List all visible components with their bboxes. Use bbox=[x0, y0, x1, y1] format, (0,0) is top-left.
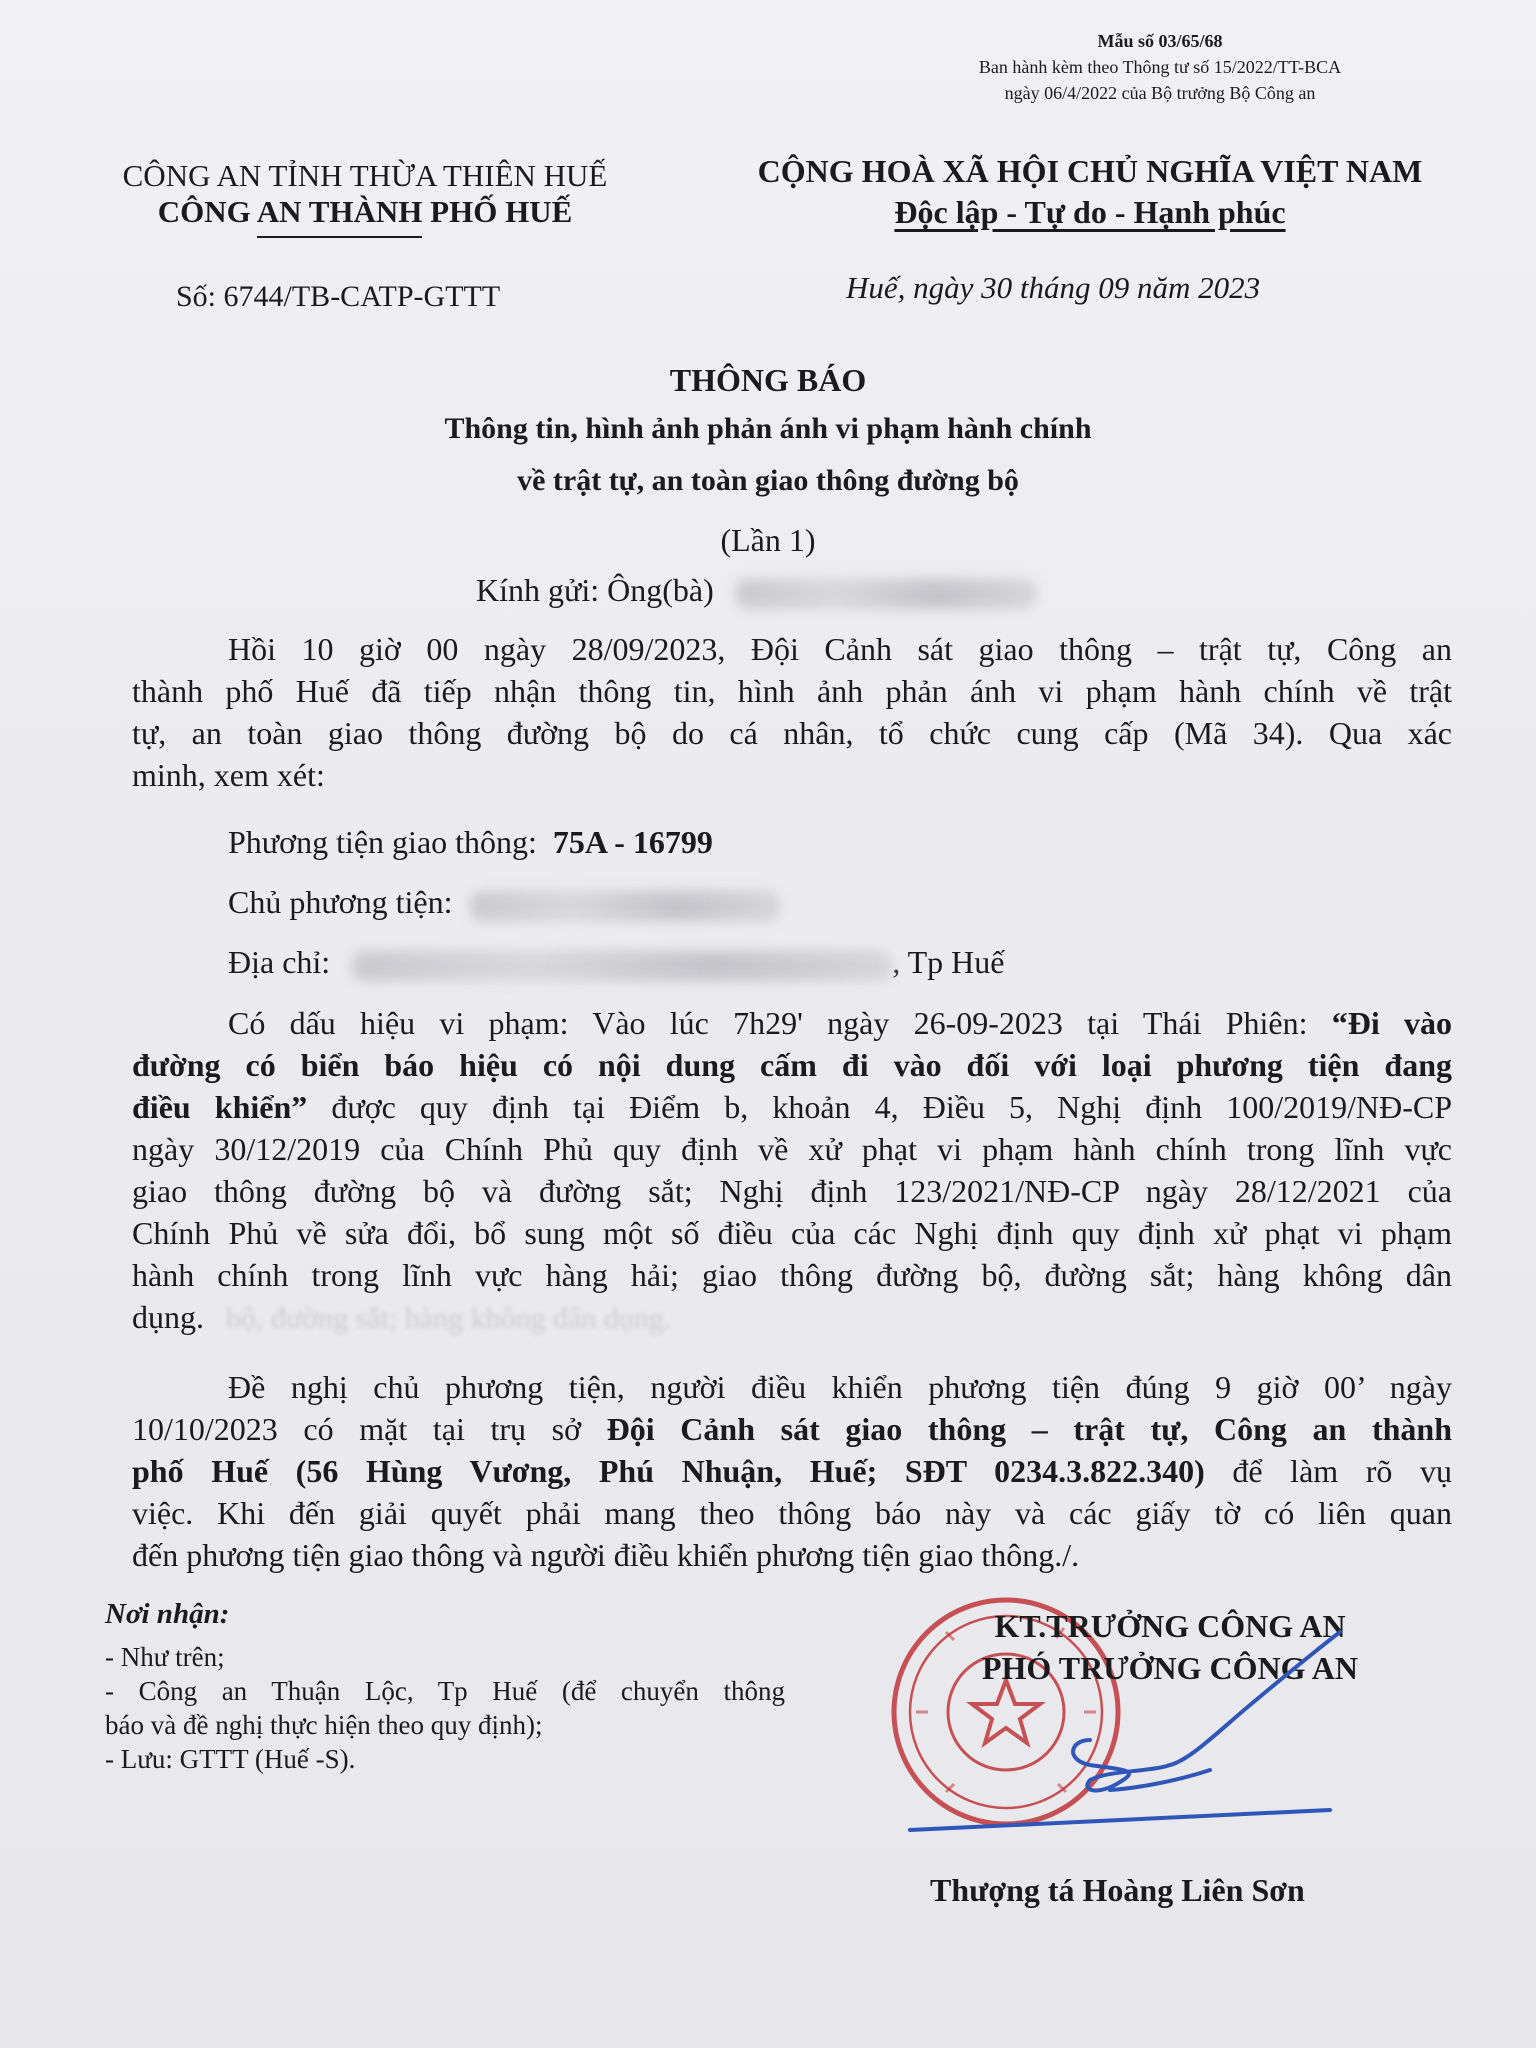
owner-label: Chủ phương tiện: bbox=[228, 884, 453, 920]
para2-line1b: “Đi vào bbox=[1331, 1005, 1453, 1041]
redacted-address bbox=[352, 951, 892, 981]
para3-line3b: để làm rõ vụ bbox=[1204, 1453, 1453, 1489]
document-title: THÔNG BÁO bbox=[669, 362, 867, 398]
paragraph-receipt bbox=[132, 628, 1452, 796]
agency-province: CÔNG AN TỈNH THỪA THIÊN HUẾ bbox=[122, 158, 608, 193]
signer-name: Thượng tá Hoàng Liên Sơn bbox=[930, 1872, 1305, 1908]
para1-line4: minh, xem xét: bbox=[132, 757, 325, 793]
receiver-item-1: - Như trên; bbox=[105, 1642, 225, 1672]
address-row bbox=[228, 944, 1004, 981]
form-number: Mẫu số 03/65/68 bbox=[1097, 31, 1223, 51]
issuing-agency bbox=[80, 158, 650, 230]
para1-line2: thành phố Huế đã tiếp nhận thông tin, hình ảnh phản ánh vi phạm hành chính về trật bbox=[132, 673, 1452, 709]
signature-title-line2: PHÓ TRƯỞNG CÔNG AN bbox=[981, 1650, 1358, 1686]
receiver-item-3: - Lưu: GTTT (Huế -S). bbox=[105, 1744, 356, 1774]
paragraph-request bbox=[132, 1366, 1452, 1576]
para2-line5: giao thông đường bộ và đường sắt; Nghị định 123/2021/NĐ-CP ngày 28/12/2021 của bbox=[132, 1173, 1452, 1209]
document-subtitle-1: Thông tin, hình ảnh phản ánh vi phạm hành chính bbox=[444, 412, 1092, 445]
address-city: , Tp Huế bbox=[892, 944, 1005, 980]
document-subtitle-2: về trật tự, an toàn giao thông đường bộ bbox=[517, 464, 1019, 497]
national-header bbox=[690, 153, 1490, 231]
vehicle-row bbox=[228, 824, 713, 861]
country-name: CỘNG HOÀ XÃ HỘI CHỦ NGHĨA VIỆT NAM bbox=[757, 153, 1423, 189]
redacted-owner-name bbox=[470, 891, 780, 921]
vehicle-plate: 75A - 16799 bbox=[552, 824, 713, 860]
redacted-recipient-name bbox=[736, 579, 1036, 609]
vehicle-label: Phương tiện giao thông: bbox=[228, 824, 537, 860]
agency-city: CÔNG AN THÀNH PHỐ HUẾ bbox=[157, 194, 573, 229]
para2-line2: đường có biển báo hiệu có nội dung cấm đi vào đối với loại phương tiện đang bbox=[132, 1047, 1452, 1083]
para2-line3a: điều khiển” bbox=[132, 1089, 308, 1125]
agency-underline bbox=[257, 236, 422, 238]
signature-title-line1: KT.TRƯỞNG CÔNG AN bbox=[994, 1608, 1346, 1644]
para1-line3: tự, an toàn giao thông đường bộ do cá nhân, tổ chức cung cấp (Mã 34). Qua xác bbox=[132, 715, 1452, 751]
para3-line1: Đề nghị chủ phương tiện, người điều khiển phương tiện đúng 9 giờ 00’ ngày bbox=[228, 1369, 1452, 1405]
para2-line7: hành chính trong lĩnh vực hàng hải; giao thông đường bộ, đường sắt; hàng không dân bbox=[132, 1257, 1452, 1293]
ghost-text: bộ, đường sắt; hàng không dân dụng. bbox=[226, 1302, 672, 1335]
form-issued-line2: ngày 06/4/2022 của Bộ trưởng Bộ Công an bbox=[1004, 83, 1316, 103]
address-label: Địa chỉ: bbox=[228, 944, 331, 980]
para2-line6: Chính Phủ về sửa đổi, bổ sung một số điều của các Nghị định quy định xử phạt vi phạm bbox=[132, 1215, 1452, 1251]
form-number-block bbox=[880, 28, 1440, 106]
receiver-item-2b: báo và đề nghị thực hiện theo quy định); bbox=[105, 1710, 543, 1740]
para2-line8: dụng. bbox=[132, 1299, 204, 1335]
notice-round: (Lần 1) bbox=[720, 522, 816, 558]
paragraph-violation bbox=[132, 1002, 1452, 1340]
handwritten-signature-icon bbox=[890, 1620, 1390, 1860]
form-issued-line1: Ban hành kèm theo Thông tư số 15/2022/TT-BCA bbox=[978, 57, 1342, 77]
document-date: Huế, ngày 30 tháng 09 năm 2023 bbox=[846, 270, 1261, 305]
para3-line4: việc. Khi đến giải quyết phải mang theo thông báo này và các giấy tờ có liên quan bbox=[132, 1495, 1452, 1531]
receivers-list bbox=[105, 1640, 785, 1776]
para3-line2b: Đội Cảnh sát giao thông – trật tự, Công an thành bbox=[606, 1411, 1453, 1447]
para3-line5: đến phương tiện giao thông và người điều khiển phương tiện giao thông./. bbox=[132, 1537, 1080, 1573]
owner-row bbox=[228, 884, 780, 921]
recipient-label: Kính gửi: Ông(bà) bbox=[476, 572, 714, 608]
para3-line2a: 10/10/2023 có mặt tại trụ sở bbox=[132, 1411, 607, 1447]
recipient-line bbox=[476, 572, 1036, 609]
para2-line4: ngày 30/12/2019 của Chính Phủ quy định về xử phạt vi phạm hành chính trong lĩnh vực bbox=[132, 1131, 1452, 1167]
para2-line1a: Có dấu hiệu vi phạm: Vào lúc 7h29' ngày 26-09-2023 tại Thái Phiên: bbox=[228, 1005, 1332, 1041]
document-number: Số: 6744/TB-CATP-GTTT bbox=[176, 280, 501, 313]
national-motto: Độc lập - Tự do - Hạnh phúc bbox=[894, 194, 1286, 230]
receiver-item-2a: - Công an Thuận Lộc, Tp Huế (để chuyển thông bbox=[105, 1676, 785, 1706]
para2-line3b: được quy định tại Điểm b, khoản 4, Điều 5, Nghị định 100/2019/NĐ-CP bbox=[307, 1089, 1453, 1125]
para3-line3a: phố Huế (56 Hùng Vương, Phú Nhuận, Huế; SĐT 0234.3.822.340) bbox=[132, 1453, 1205, 1489]
receivers-title: Nơi nhận: bbox=[105, 1598, 230, 1630]
para1-line1: Hồi 10 giờ 00 ngày 28/09/2023, Đội Cảnh sát giao thông – trật tự, Công an bbox=[228, 631, 1452, 667]
